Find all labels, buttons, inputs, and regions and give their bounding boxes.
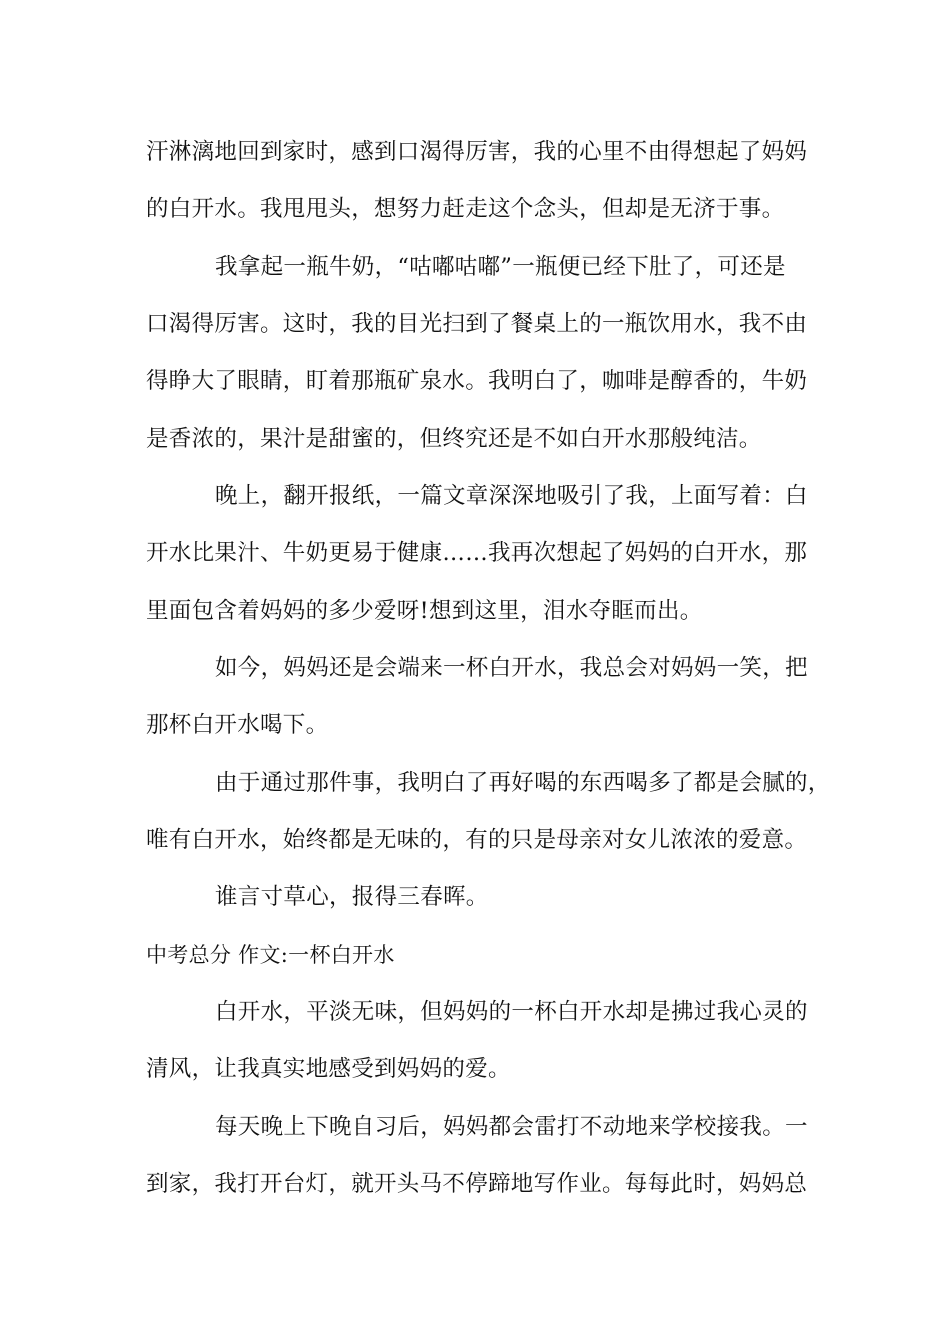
text-line: 谁言寸草心，报得三春晖。 (215, 884, 489, 910)
text-line: 是香浓的，果汁是甜蜜的，但终究还是不如白开水那般纯洁。 (146, 426, 762, 452)
text-line: 开水比果汁、牛奶更易于健康……我再次想起了妈妈的白开水，那 (146, 540, 808, 566)
text-line: 清风，让我真实地感受到妈妈的爱。 (146, 1056, 511, 1082)
text-line: 晚上，翻开报纸，一篇文章深深地吸引了我，上面写着：白 (215, 483, 808, 509)
text-line: 白开水，平淡无味，但妈妈的一杯白开水却是拂过我心灵的 (215, 999, 808, 1025)
text-line: 如今，妈妈还是会端来一杯白开水，我总会对妈妈一笑，把 (215, 655, 808, 681)
text-line: 的白开水。我甩甩头，想努力赶走这个念头，但却是无济于事。 (146, 196, 785, 222)
text-line: 由于通过那件事，我明白了再好喝的东西喝多了都是会腻的， (215, 770, 831, 796)
text-line: 里面包含着妈妈的多少爱呀!想到这里，泪水夺眶而出。 (146, 598, 703, 624)
text-line: 到家，我打开台灯，就开头马不停蹄地写作业。每每此时，妈妈总 (146, 1171, 808, 1197)
section-heading: 中考总分 作文:一杯白开水 (146, 943, 395, 967)
text-line: 唯有白开水，始终都是无味的，有的只是母亲对女儿浓浓的爱意。 (146, 827, 808, 853)
text-line: 得睁大了眼睛，盯着那瓶矿泉水。我明白了，咖啡是醇香的，牛奶 (146, 368, 808, 394)
text-line: 汗淋漓地回到家时，感到口渴得厉害，我的心里不由得想起了妈妈 (146, 139, 808, 165)
text-line: 我拿起一瓶牛奶，“咕嘟咕嘟”一瓶便已经下肚了，可还是 (215, 254, 786, 280)
text-line: 那杯白开水喝下。 (146, 712, 329, 738)
text-line: 口渴得厉害。这时，我的目光扫到了餐桌上的一瓶饮用水，我不由 (146, 311, 808, 337)
text-line: 每天晚上下晚自习后，妈妈都会雷打不动地来学校接我。一 (215, 1114, 808, 1140)
